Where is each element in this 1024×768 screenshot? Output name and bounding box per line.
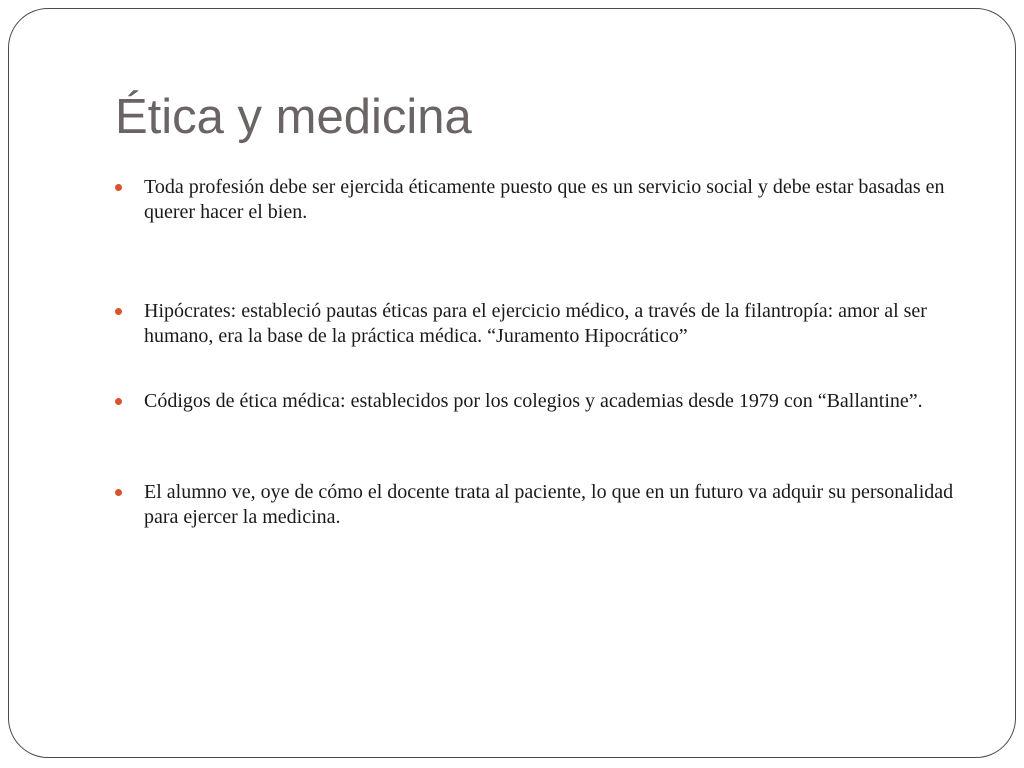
slide-title: Ética y medicina [115,90,472,144]
bullet-item [115,389,975,414]
bullet-text: Hipócrates: estableció pautas éticas para el ejercicio médico, a través de la filantropía: amor al ser humano, era la base de la práctica médica. “Juramento Hipocrático” [144,300,927,347]
bullet-item [115,480,975,530]
bullet-text: Códigos de ética médica: establecidos por los colegios y academias desde 1979 con “Ballantine”. [144,390,923,412]
bullet-text: Toda profesión debe ser ejercida éticamente puesto que es un servicio social y debe estar basadas en querer hacer el bien. [144,176,945,223]
bullet-dot-icon [115,398,122,405]
bullet-dot-icon [115,308,122,315]
bullet-text: El alumno ve, oye de cómo el docente trata al paciente, lo que en un futuro va adquir su personalidad para ejercer la medicina. [144,481,954,528]
bullet-item [115,299,975,349]
bullet-dot-icon [115,184,122,191]
bullet-dot-icon [115,489,122,496]
slide [8,8,1016,758]
bullet-item [115,175,975,225]
